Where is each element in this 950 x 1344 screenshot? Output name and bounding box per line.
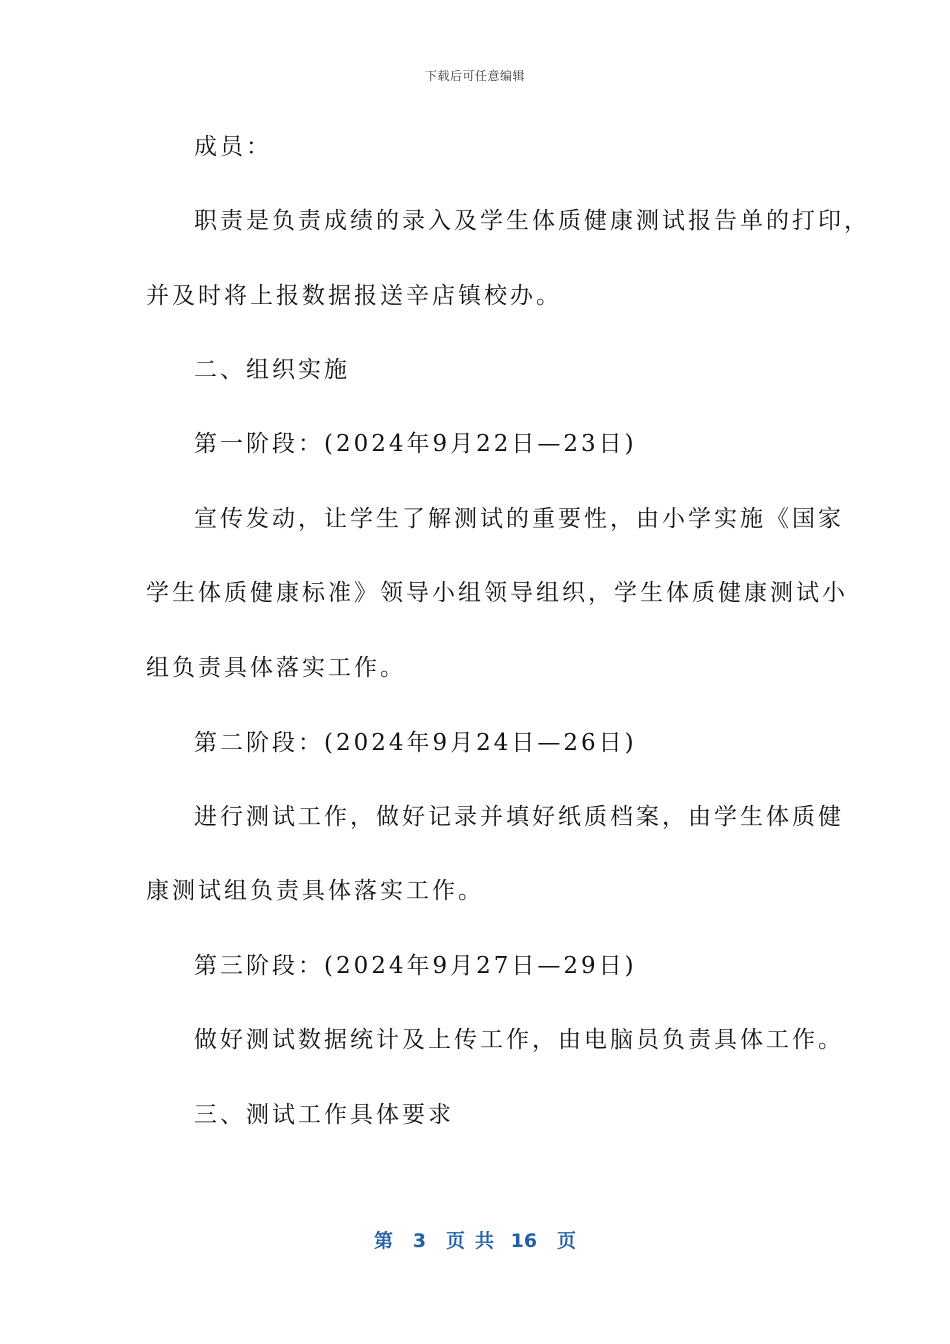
stage-heading: 第三阶段：(2024年9月27日—29日) <box>194 953 637 979</box>
section-heading: 三、测试工作具体要求 <box>194 1102 454 1128</box>
paragraph-line: 宣传发动，让学生了解测试的重要性，由小学实施《国家 <box>194 506 844 532</box>
paragraph-line: 成员： <box>194 134 272 160</box>
page-suffix: 页 <box>556 1230 576 1252</box>
page-number-footer <box>0 1226 950 1253</box>
stage-heading: 第二阶段：(2024年9月24日—26日) <box>194 730 637 756</box>
paragraph-line: 做好测试数据统计及上传工作，由电脑员负责具体工作。 <box>194 1027 844 1053</box>
paragraph-line: 职责是负责成绩的录入及学生体质健康测试报告单的打印， <box>194 208 870 234</box>
page-middle: 页共 <box>446 1230 505 1252</box>
page-prefix: 第 <box>374 1230 394 1252</box>
paragraph-line: 康测试组负责具体落实工作。 <box>146 878 484 904</box>
page-total: 16 <box>510 1230 538 1252</box>
paragraph-line: 并及时将上报数据报送辛店镇校办。 <box>146 283 562 309</box>
paragraph-line: 学生体质健康标准》领导小组领导组织，学生体质健康测试小 <box>146 580 848 606</box>
page-current: 3 <box>412 1230 427 1252</box>
stage-heading: 第一阶段：(2024年9月22日—23日) <box>194 431 637 457</box>
paragraph-line: 进行测试工作，做好记录并填好纸质档案，由学生体质健 <box>194 804 844 830</box>
section-heading: 二、组织实施 <box>194 357 350 383</box>
paragraph-line: 组负责具体落实工作。 <box>146 655 406 681</box>
page-header-note: 下载后可任意编辑 <box>424 69 525 83</box>
